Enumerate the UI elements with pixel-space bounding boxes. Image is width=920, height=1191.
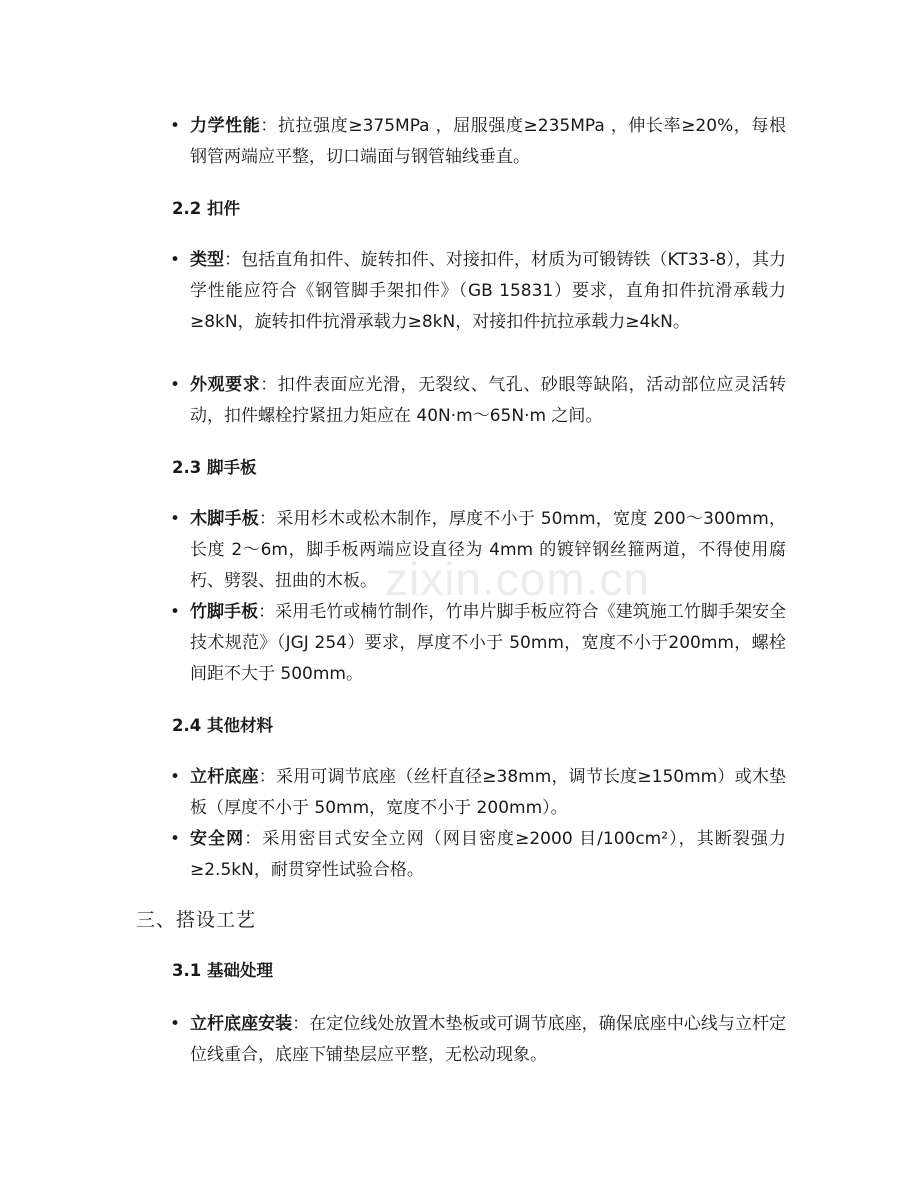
list-item-type — [170, 245, 786, 338]
description: ：采用杉木或松木制作，厚度不小于 50mm，宽度 200～300mm，长度 2～6m，脚手板两端应设直径为 4mm 的镀锌钢丝箍两道，不得使用腐朽、劈裂、扭曲的木板。 — [190, 509, 787, 591]
list-item-pole-base-installation — [170, 1009, 787, 1071]
heading-3: 三、搭设工艺 — [136, 909, 257, 931]
bullet-icon: • — [170, 1014, 181, 1034]
description: ：包括直角扣件、旋转扣件、对接扣件，材质为可锻铸铁（KT33-8），其力学性能应符合《钢管脚手架扣件》（GB 15831）要求，直角扣件抗滑承载力≥8kN，旋转扣件抗滑承载力≥8kN，对接扣件抗拉承载力≥4kN。 — [190, 250, 786, 332]
description: ：在定位线处放置木垫板或可调节底座，确保底座中心线与立杆定位线重合，底座下铺垫层应平整，无松动现象。 — [190, 1014, 787, 1065]
heading-2-4: 2.4 其他材料 — [172, 716, 273, 735]
heading-3-1: 3.1 基础处理 — [172, 961, 273, 980]
term: 外观要求 — [190, 375, 261, 395]
heading-2-3: 2.3 脚手板 — [172, 458, 257, 477]
list-item-pole-base — [170, 762, 787, 824]
list-item-bamboo-scaffold-board — [170, 597, 787, 690]
description: ：采用可调节底座（丝杆直径≥38mm，调节长度≥150mm）或木垫板（厚度不小于 50mm，宽度不小于 200mm）。 — [190, 767, 787, 818]
term: 竹脚手板 — [190, 602, 259, 622]
bullet-icon: • — [170, 829, 181, 849]
bullet-icon: • — [170, 602, 181, 622]
term: 安全网 — [190, 829, 245, 849]
term: 类型 — [190, 250, 225, 270]
term: 立杆底座安装 — [190, 1014, 293, 1034]
bullet-icon: • — [170, 116, 181, 136]
bullet-icon: • — [170, 250, 181, 270]
list-item-safety-net — [170, 824, 786, 886]
list-item-mechanical-properties — [170, 111, 786, 173]
bullet-icon: • — [170, 767, 181, 787]
list-item-wood-scaffold-board — [170, 504, 787, 597]
description: ：采用密目式安全立网（网目密度≥2000 目/100cm²），其断裂强力≥2.5kN，耐贯穿性试验合格。 — [190, 829, 786, 880]
bullet-icon: • — [170, 375, 181, 395]
list-item-appearance — [170, 370, 787, 432]
bullet-icon: • — [170, 509, 181, 529]
term: 立杆底座 — [190, 767, 259, 787]
description: ：采用毛竹或楠竹制作，竹串片脚手板应符合《建筑施工竹脚手架安全技术规范》（JGJ 254）要求，厚度不小于 50mm，宽度不小于200mm，螺栓间距不大于 500mm。 — [190, 602, 787, 684]
watermark: zixin.com.cn — [385, 553, 651, 605]
heading-2-2: 2.2 扣件 — [172, 199, 240, 218]
description: ：抗拉强度≥375MPa ，屈服强度≥235MPa ，伸长率≥20%，每根钢管两端应平整，切口端面与钢管轴线垂直。 — [190, 116, 786, 167]
term: 木脚手板 — [190, 509, 260, 529]
term: 力学性能 — [190, 116, 261, 136]
description: ：扣件表面应光滑，无裂纹、气孔、砂眼等缺陷，活动部位应灵活转动，扣件螺栓拧紧扭力矩应在 40N·m～65N·m 之间。 — [190, 375, 787, 426]
